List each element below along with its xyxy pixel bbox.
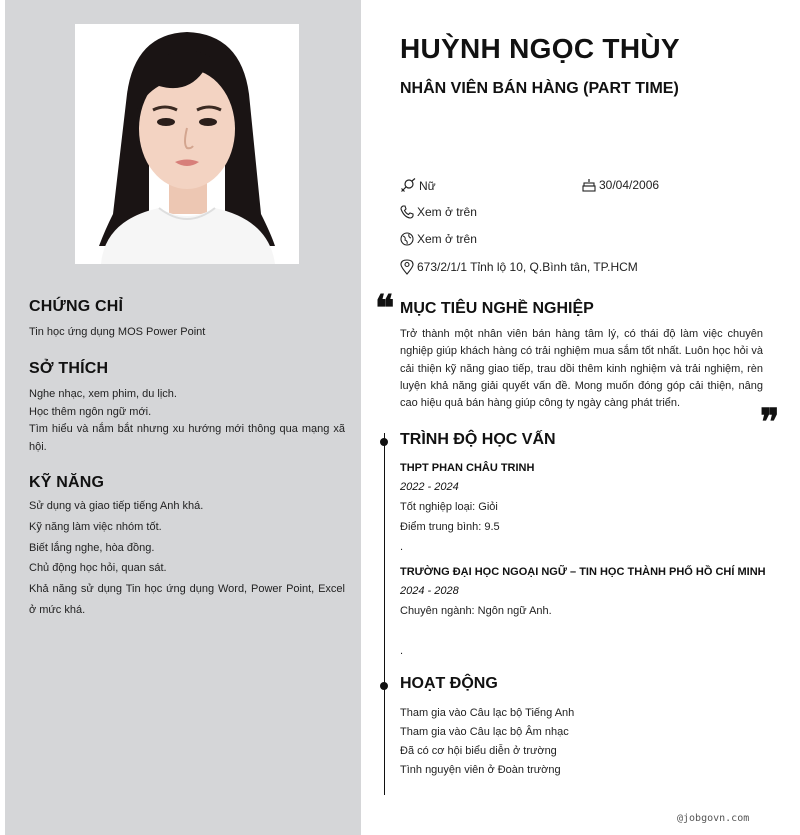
birthday-value: 30/04/2006	[599, 178, 660, 192]
open-quote-icon: ❝	[375, 287, 395, 329]
candidate-name: HUỲNH NGỌC THÙY	[400, 33, 680, 64]
skill-item: Kỹ năng làm việc nhóm tốt.	[29, 520, 162, 533]
web-info	[400, 232, 477, 246]
skill-item: Sử dụng và giao tiếp tiếng Anh khá.	[29, 500, 204, 512]
cake-icon	[582, 178, 596, 192]
certificates-section	[29, 298, 345, 342]
address-value: 673/2/1/1 Tỉnh lộ 10, Q.Bình tân, TP.HCM	[417, 260, 638, 274]
email-value: Xem ở trên	[417, 232, 477, 246]
certificate-item: Tin học ứng dụng MOS Power Point	[29, 326, 206, 338]
hobbies-section	[29, 360, 345, 456]
phone-icon	[400, 205, 414, 219]
skills-heading: KỸ NĂNG	[29, 474, 105, 491]
phone-info	[400, 205, 477, 219]
activities-list	[400, 704, 780, 780]
activity-item: Tham gia vào Câu lạc bộ Tiếng Anh	[400, 707, 575, 719]
skill-item: Biết lắng nghe, hòa đồng.	[29, 541, 155, 554]
skill-item: Khả năng sử dụng Tin học ứng dụng Word, Power Point, Excel ở mức khá.	[29, 583, 345, 616]
education-detail: Điểm trung bình: 9.5	[400, 521, 500, 533]
gender-icon	[400, 178, 416, 194]
activity-item: Đã có cơ hội biểu diễn ở trường	[400, 745, 557, 757]
hobbies-heading: SỞ THÍCH	[29, 360, 109, 377]
education-detail: .	[400, 645, 404, 657]
education-entry	[400, 459, 780, 557]
education-years: 2022 - 2024	[400, 481, 459, 493]
job-title: NHÂN VIÊN BÁN HÀNG (PART TIME)	[400, 80, 679, 97]
skill-item: Chủ động học hỏi, quan sát.	[29, 562, 167, 575]
close-quote-icon: ❞	[760, 401, 780, 443]
timeline-dot-education	[380, 438, 388, 446]
education-entry	[400, 563, 780, 661]
hobby-item: Nghe nhạc, xem phim, du lịch.	[29, 388, 177, 400]
profile-photo	[75, 24, 299, 264]
hobby-item: Học thêm ngôn ngữ mới.	[29, 405, 152, 418]
education-detail: .	[400, 541, 404, 553]
education-school: THPT PHAN CHÂU TRINH	[400, 462, 535, 474]
birthday-info	[582, 178, 659, 192]
timeline-line	[384, 433, 385, 795]
location-pin-icon	[400, 259, 414, 275]
education-detail: Tốt nghiệp loại: Giỏi	[400, 501, 498, 513]
certificates-heading: CHỨNG CHỈ	[29, 298, 124, 315]
activities-heading: HOẠT ĐỘNG	[400, 675, 498, 692]
education-detail: Chuyên ngành: Ngôn ngữ Anh.	[400, 605, 552, 617]
activity-item: Tình nguyện viên ở Đoàn trường	[400, 764, 561, 776]
phone-value: Xem ở trên	[417, 205, 477, 219]
address-info	[400, 259, 638, 275]
education-detail	[400, 621, 780, 641]
skills-section	[29, 474, 345, 621]
gender-value: Nữ	[419, 179, 436, 193]
watermark: @jobgovn.com	[677, 813, 750, 824]
education-years: 2024 - 2028	[400, 585, 459, 597]
objective-text: Trở thành một nhân viên bán hàng tâm lý, có thái độ làm việc chuyên nghiệp giúp khách hàng có trải nghiệm mua sắm tốt nhất. Luôn học hỏi và cải thiện kỹ năng giao tiếp, trau dồi thêm kinh nghiệm và trải nghiệm, rèn luyện khả năng giải quyết vấn đề. Mong muốn đóng góp cải thiện, nâng cao hiệu quả bán hàng giúp công ty ngày càng phát triển.	[400, 328, 763, 410]
hobby-item: Tìm hiểu và nắm bắt nhưng xu hướng mới thông qua mạng xã hội.	[29, 423, 345, 453]
objective-heading: MỤC TIÊU NGHỀ NGHIỆP	[400, 300, 594, 317]
timeline-dot-activities	[380, 682, 388, 690]
education-school: TRƯỜNG ĐẠI HỌC NGOẠI NGỮ – TIN HỌC THÀNH PHỐ HỒ CHÍ MINH	[400, 566, 766, 578]
activity-item: Tham gia vào Câu lạc bộ Âm nhạc	[400, 726, 569, 738]
education-heading: TRÌNH ĐỘ HỌC VẤN	[400, 431, 556, 448]
gender-info	[400, 178, 436, 194]
globe-icon	[400, 232, 414, 246]
